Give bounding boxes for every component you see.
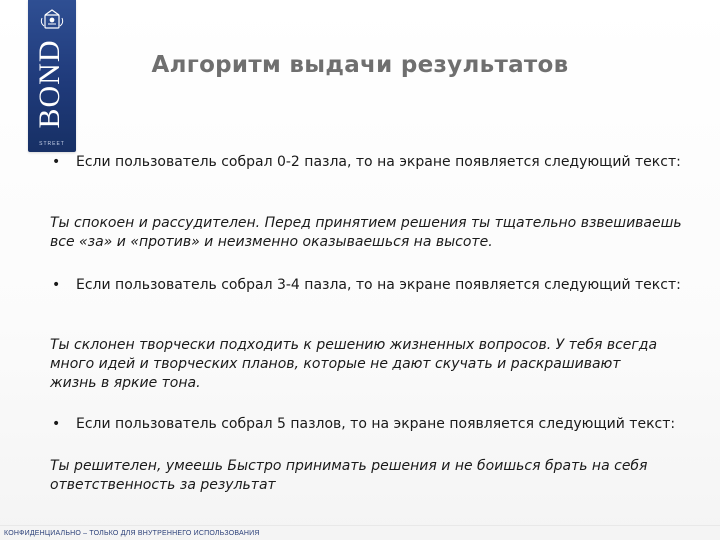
logo-sub-text: STREET <box>39 141 65 147</box>
condition-text-2: Если пользователь собрал 3-4 пазла, то на экране появляется следующий текст: <box>76 277 681 293</box>
bullet-icon: • <box>52 416 61 432</box>
slide-title: Алгоритм выдачи результатов <box>151 52 569 78</box>
logo-text: BOND <box>33 39 66 129</box>
condition-item-2 <box>50 276 708 295</box>
condition-text-1: Если пользователь собрал 0-2 пазла, то на экране появляется следующий текст: <box>76 154 681 170</box>
result-text-1: Ты спокоен и рассудителен. Перед принятием решения ты тщательно взвешиваешь все «за» и «против» и неизменно оказываешься на высоте. <box>50 215 682 250</box>
result-text-3: Ты решителен, умеешь Быстро принимать решения и не боишься брать на себя ответственность за результат <box>50 458 648 493</box>
condition-item-1 <box>50 153 708 172</box>
result-text-2: Ты склонен творчески подходить к решению жизненных вопросов. У тебя всегда много идей и творческих планов, которые не дают скучать и раскрашивают жизнь в яркие тона. <box>50 337 658 391</box>
bond-wordmark <box>28 34 76 134</box>
confidential-footer: КОНФИДЕНЦИАЛЬНО – ТОЛЬКО ДЛЯ ВНУТРЕННЕГО ИСПОЛЬЗОВАНИЯ <box>4 530 260 537</box>
crest-icon <box>40 8 64 30</box>
condition-text-3: Если пользователь собрал 5 пазлов, то на экране появляется следующий текст: <box>76 416 676 432</box>
bullet-icon: • <box>52 277 61 293</box>
logo-subtext <box>28 138 76 148</box>
bullet-icon: • <box>52 154 61 170</box>
condition-item-3 <box>50 415 716 434</box>
footer-divider <box>0 525 720 526</box>
